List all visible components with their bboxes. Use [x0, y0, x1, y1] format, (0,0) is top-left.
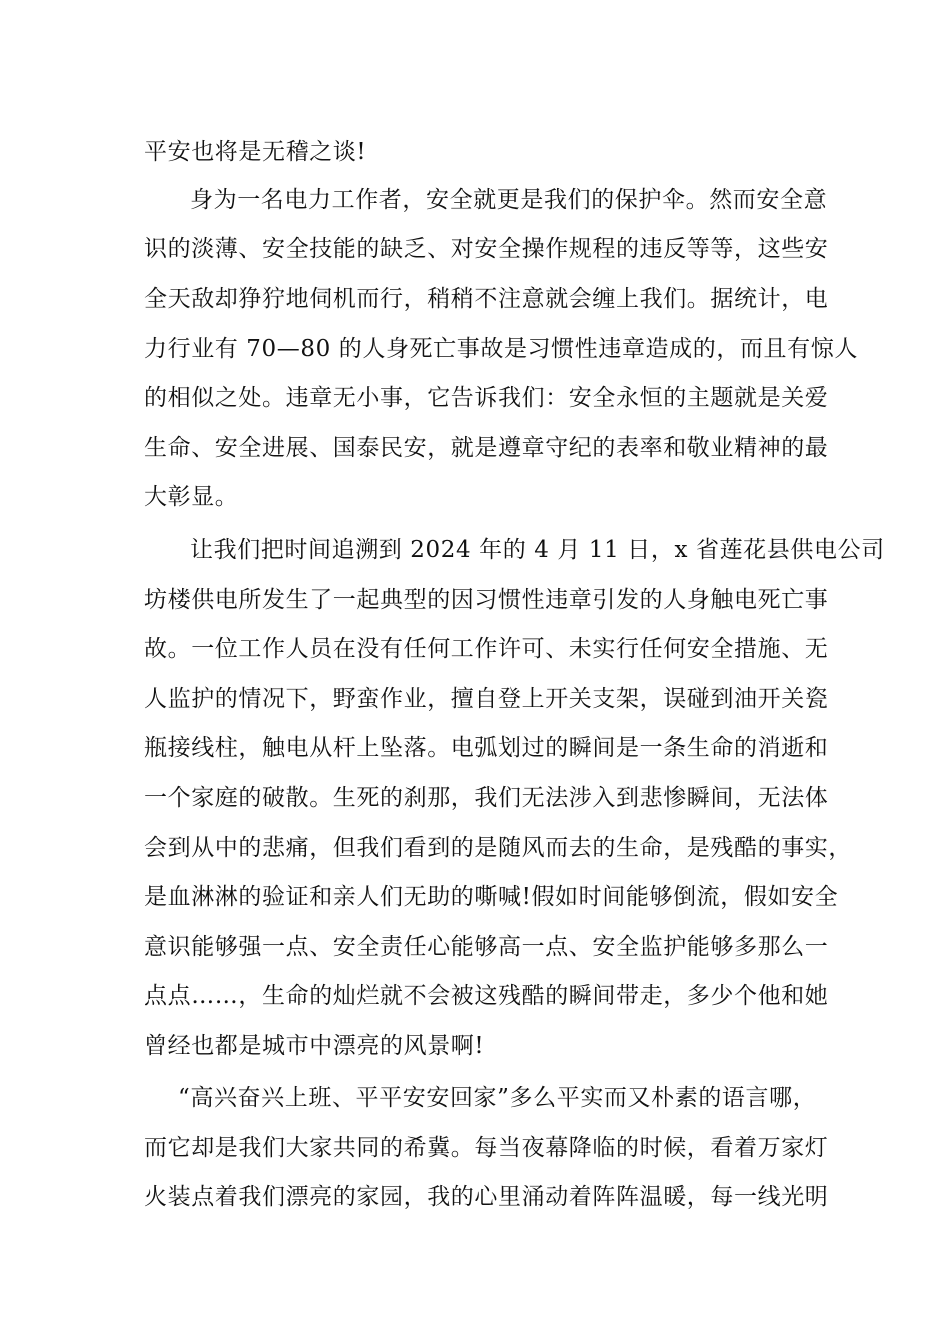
text-line: 人监护的情况下，野蛮作业，擅自登上开关支架，误碰到油开关瓷 — [144, 686, 829, 712]
text-line: 火装点着我们漂亮的家园，我的心里涌动着阵阵温暖，每一线光明 — [144, 1184, 829, 1210]
text-line: 瓶接线柱，触电从杆上坠落。电弧划过的瞬间是一条生命的消逝和 — [144, 735, 829, 761]
text-line: 会到从中的悲痛，但我们看到的是随风而去的生命，是残酷的事实， — [144, 835, 852, 861]
text-line: 生命、安全进展、国泰民安，就是遵章守纪的表率和敬业精神的最 — [144, 435, 829, 461]
text-line: 全天敌却狰狞地伺机而行，稍稍不注意就会缠上我们。据统计，电 — [144, 286, 829, 312]
text-line: 识的淡薄、安全技能的缺乏、对安全操作规程的违反等等，这些安 — [144, 236, 829, 262]
text-line: “高兴奋兴上班、平平安安回家”多么平实而又朴素的语言哪， — [178, 1085, 817, 1111]
text-line: 力行业有 70—80 的人身死亡事故是习惯性违章造成的，而且有惊人 — [144, 336, 858, 362]
text-line: 平安也将是无稽之谈! — [144, 139, 367, 165]
text-line: 曾经也都是城市中漂亮的风景啊! — [144, 1033, 485, 1059]
text-line: 的相似之处。违章无小事，它告诉我们：安全永恒的主题就是关爱 — [144, 385, 829, 411]
text-line: 一个家庭的破散。生死的刹那，我们无法涉入到悲惨瞬间，无法体 — [144, 785, 829, 811]
text-line: 坊楼供电所发生了一起典型的因习惯性违章引发的人身触电死亡事 — [144, 587, 829, 613]
text-line: 是血淋淋的验证和亲人们无助的嘶喊!假如时间能够倒流，假如安全 — [144, 884, 839, 910]
text-line: 而它却是我们大家共同的希冀。每当夜幕降临的时候，看着万家灯 — [144, 1135, 829, 1161]
text-line: 故。一位工作人员在没有任何工作许可、未实行任何安全措施、无 — [144, 636, 829, 662]
text-line: 点点……，生命的灿烂就不会被这残酷的瞬间带走，多少个他和她 — [144, 983, 829, 1009]
text-line: 大彰显。 — [144, 484, 239, 510]
text-line: 让我们把时间追溯到 2024 年的 4 月 11 日，x 省莲花县供电公司 — [190, 537, 885, 563]
text-line: 身为一名电力工作者，安全就更是我们的保护伞。然而安全意 — [190, 187, 828, 213]
text-line: 意识能够强一点、安全责任心能够高一点、安全监护能够多那么一 — [144, 934, 829, 960]
